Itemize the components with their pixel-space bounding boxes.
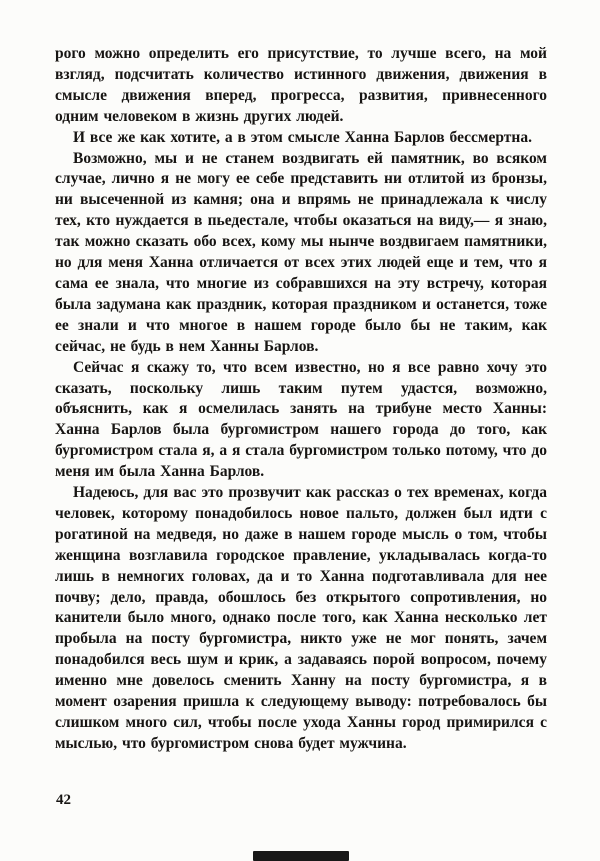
scan-artifact-bar (253, 851, 349, 861)
paragraph: Возможно, мы и не станем воздвигать ей памятник, во всяком случае, лично я не могу ее себе представить ни отлитой из бронзы, ни высеченной из камня; она и впрямь не принадлежала к числу тех, кто нуждается в пьедестале, чтобы оказаться на виду,— я знаю, так можно сказать обо всех, кому мы нынче воздвигаем памятники, но для меня Ханна отличается от всех этих людей еще и тем, что я сама ее знала, что многие из собравшихся на эту встречу, которая была задумана как праздник, которая праздником и останется, тоже ее знали и что многое в нашем городе было бы не таким, как сейчас, не будь в нем Ханны Барлов. (55, 149, 547, 355)
paragraph: И все же как хотите, а в этом смысле Ханна Барлов бессмертна. (73, 128, 532, 146)
page-number: 42 (56, 792, 71, 808)
page-text (55, 44, 547, 755)
paragraph: Сейчас я скажу то, что всем известно, но я все равно хочу это сказать, поскольку лишь таким путем удастся, возможно, объяснить, как я осмелилась занять на трибуне место Ханны: Ханна Барлов была бургомистром нашего города до того, как бургомистром стала я, а я стала бургомистром только потому, что до меня им была Ханна Барлов. (55, 358, 547, 481)
paragraph: Надеюсь, для вас это прозвучит как рассказ о тех временах, когда человек, которому понадобилось новое пальто, должен был идти с рогатиной на медведя, но даже в нашем городе мысль о том, чтобы женщина возглавила городское правление, укладывалась когда-то лишь в немногих головах, да и то Ханна подготавливала для нее почву; дело, правда, обошлось без открытого сопротивления, но канители было много, однако после того, как Ханна несколько лет пробыла на посту бургомистра, никто уже не мог понять, зачем понадобился весь шум и крик, а задаваясь порой вопросом, почему именно мне довелось сменить Ханну на посту бургомистра, я в момент озарения пришла к следующему выводу: потребовалось бы слишком много сил, чтобы после ухода Ханны город примирился с мыслью, что бургомистром снова будет мужчина. (55, 484, 547, 752)
paragraph-continuation: рого можно определить его присутствие, то лучше всего, на мой взгляд, подсчитать количество истинного движения, движения в смысле движения вперед, прогресса, развития, привнесенного одним человеком в жизнь других людей. (55, 45, 547, 125)
